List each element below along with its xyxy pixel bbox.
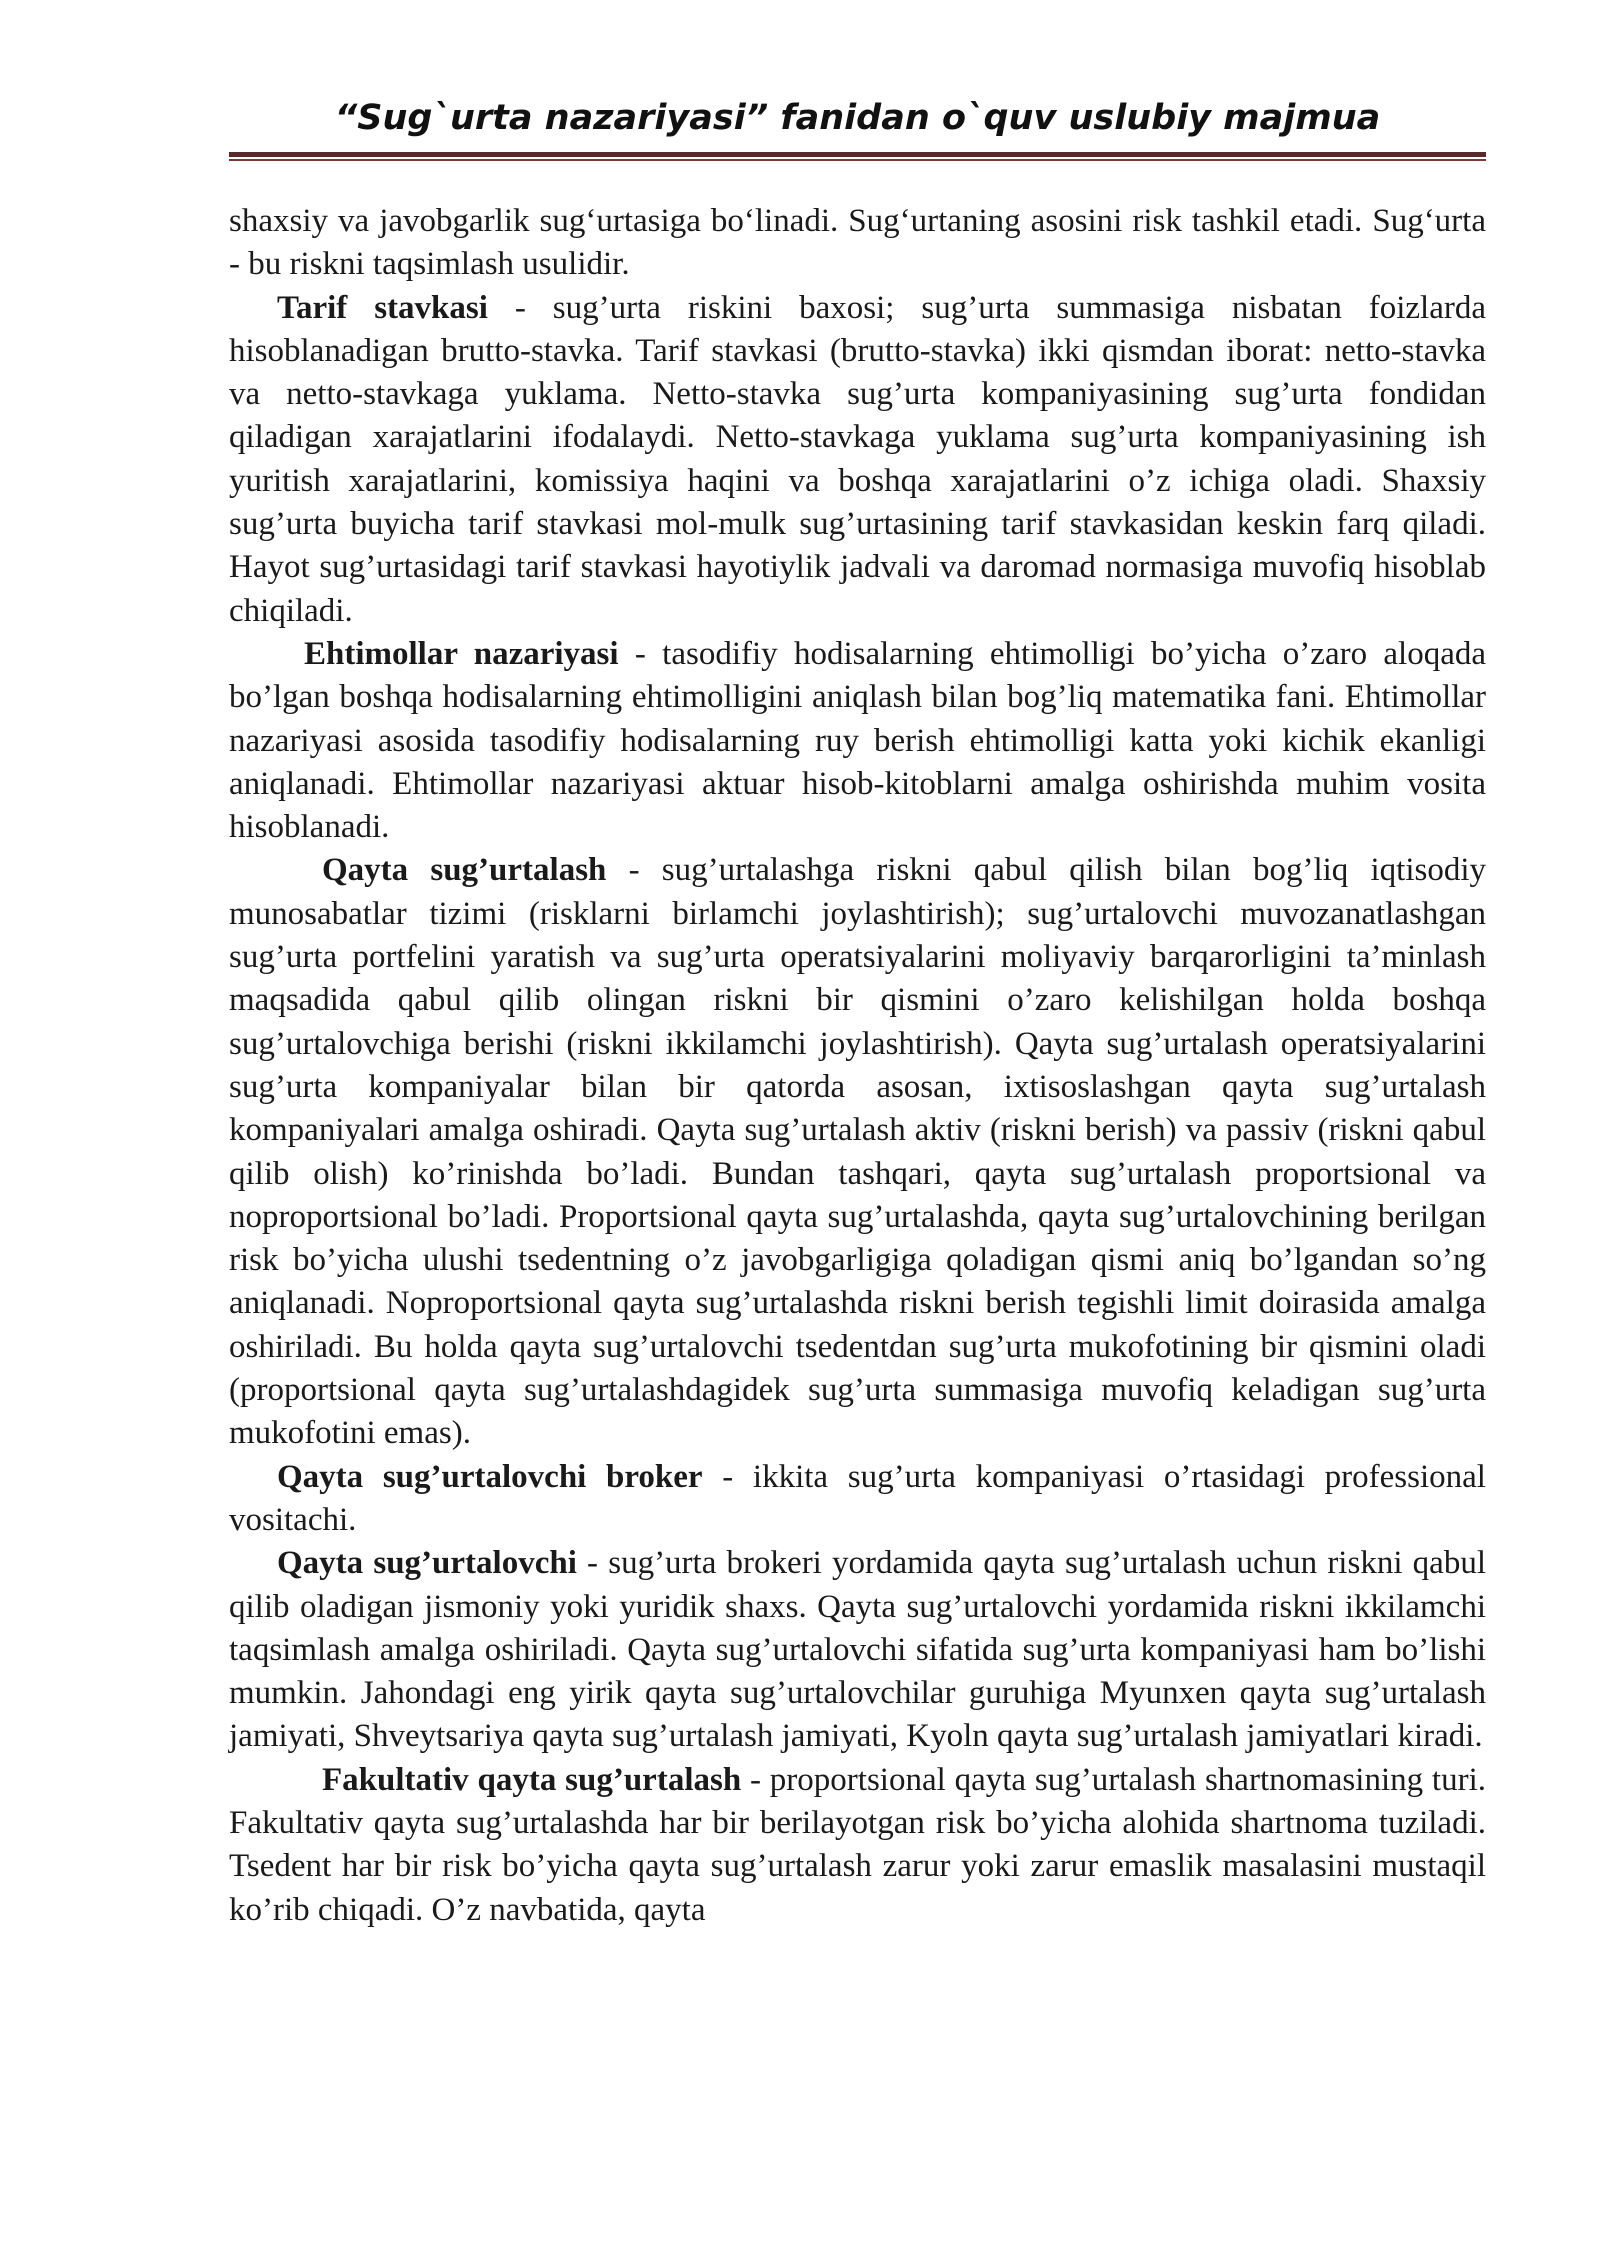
term-heading: Ehtimollar nazariyasi xyxy=(304,635,619,672)
paragraph-tarif-stavkasi xyxy=(229,287,1486,633)
paragraph-text: shaxsiy va javobgarlik sug‘urtasiga bo‘linadi. Sug‘urtaning asosini risk tashkil etadi. Sug‘urta - bu riskni taqsimlash usulidir. xyxy=(229,203,1486,283)
term-heading: Qayta sug’urtalovchi xyxy=(277,1545,577,1582)
header-divider xyxy=(229,152,1486,161)
term-heading: Fakultativ qayta sug’urtalash xyxy=(322,1761,742,1798)
term-heading: Tarif stavkasi xyxy=(277,289,488,326)
paragraph-ehtimollar-nazariyasi xyxy=(229,633,1486,849)
paragraph-text: - sug’urta brokeri yordamida qayta sug’urtalash uchun riskni qabul qilib oladigan jismoniy yoki yuridik shaxs. Qayta sug’urtalovchi yordamida riskni ikkilamchi taqsimlash amalga oshiriladi. Qayta sug’urtalovchi sifatida sug’urta kompaniyasi ham bo’lishi mumkin. Jahondagi eng yirik qayta sug’urtalovchilar guruhiga Myunxen qayta sug’urtalash jamiyati, Shveytsariya qayta sug’urtalash jamiyati, Kyoln qayta sug’urtalash jamiyatlari kiradi. xyxy=(229,1545,1486,1755)
paragraph-qayta-sugurtalovchi-broker xyxy=(229,1456,1486,1543)
paragraph-intro xyxy=(229,200,1486,287)
paragraph-text: - ikkita sug’urta kompaniyasi o’rtasidagi professional vositachi. xyxy=(229,1458,1486,1538)
paragraph-text: - proportsional qayta sug’urtalash shartnomasining turi. Fakultativ qayta sug’urtalashda har bir berilayotgan risk bo’yicha alohida shartnoma tuziladi. Tsedent har bir risk bo’yicha qayta sug’urtalash zarur yoki zarur emaslik masalasini mustaqil ko’rib chiqadi. O’z navbatida, qayta xyxy=(229,1761,1486,1928)
paragraph-fakultativ-qayta-sugurtalash xyxy=(229,1759,1486,1932)
paragraph-text: - sug’urtalashga riskni qabul qilish bilan bog’liq iqtisodiy munosabatlar tizimi (risklarni birlamchi joylashtirish); sug’urtalovchi muvozanatlashgan sug’urta portfelini yaratish va sug’urta operatsiyalarini moliyaviy barqarorligini ta’minlash maqsadida qabul qilib olingan riskni bir qismini o’zaro kelishilgan holda boshqa sug’urtalovchiga berishi (riskni ikkilamchi joylashtirish). Qayta sug’urtalash operatsiyalarini sug’urta kompaniyalar bilan bir qatorda asosan, ixtisoslashgan qayta sug’urtalash kompaniyalari amalga oshiradi. Qayta sug’urtalash aktiv (riskni berish) va passiv (riskni qabul qilib olish) ko’rinishda bo’ladi. Bundan tashqari, qayta sug’urtalash proportsional va noproportsional bo’ladi. Proportsional qayta sug’urtalashda, qayta sug’urtalovchining berilgan risk bo’yicha ulushi tsedentning o’z javobgarligiga qoladigan qismi aniq bo’lgandan so’ng aniqlanadi. Noproportsional qayta sug’urtalashda riskni berish tegishli limit doirasida amalga oshiriladi. Bu holda qayta sug’urtalovchi tsedentdan sug’urta mukofotining bir qismini oladi (proportsional qayta sug’urtalashdagidek sug’urta summasiga muvofiq keladigan sug’urta mukofotini emas). xyxy=(229,852,1486,1452)
paragraph-text: - tasodifiy hodisalarning ehtimolligi bo’yicha o’zaro aloqada bo’lgan boshqa hodisalarning ehtimolligini aniqlash bilan bog’liq matematika fani. Ehtimollar nazariyasi asosida tasodifiy hodisalarning ruy berish ehtimolligi katta yoki kichik ekanligi aniqlanadi. Ehtimollar nazariyasi aktuar hisob-kitoblarni amalga oshirishda muhim vosita hisoblanadi. xyxy=(229,635,1486,846)
paragraph-qayta-sugurtalash xyxy=(229,849,1486,1455)
paragraph-text: - sug’urta riskini baxosi; sug’urta summasiga nisbatan foizlarda hisoblanadigan brutto-stavka. Tarif stavkasi (brutto-stavka) ikki qismdan iborat: netto-stavka va netto-stavkaga yuklama. Netto-stavka sug’urta kompaniyasining sug’urta fondidan qiladigan xarajatlarini ifodalaydi. Netto-stavkaga yuklama sug’urta kompaniyasining ish yuritish xarajatlarini, komissiya haqini va boshqa xarajatlarini o’z ichiga oladi. Shaxsiy sug’urta buyicha tarif stavkasi mol-mulk sug’urtasining tarif stavkasidan keskin farq qiladi. Hayot sug’urtasidagi tarif stavkasi hayotiylik jadvali va daromad normasiga muvofiq hisoblab chiqiladi. xyxy=(229,289,1487,629)
term-heading: Qayta sug’urtalovchi broker xyxy=(277,1458,703,1495)
header-divider-thin-line xyxy=(229,159,1486,161)
document-body xyxy=(229,200,1486,1932)
paragraph-qayta-sugurtalovchi xyxy=(229,1542,1486,1758)
page-header-title: “Sug`urta nazariyasi” fanidan o`quv uslubiy majmua xyxy=(334,98,1381,138)
term-heading: Qayta sug’urtalash xyxy=(322,852,607,889)
